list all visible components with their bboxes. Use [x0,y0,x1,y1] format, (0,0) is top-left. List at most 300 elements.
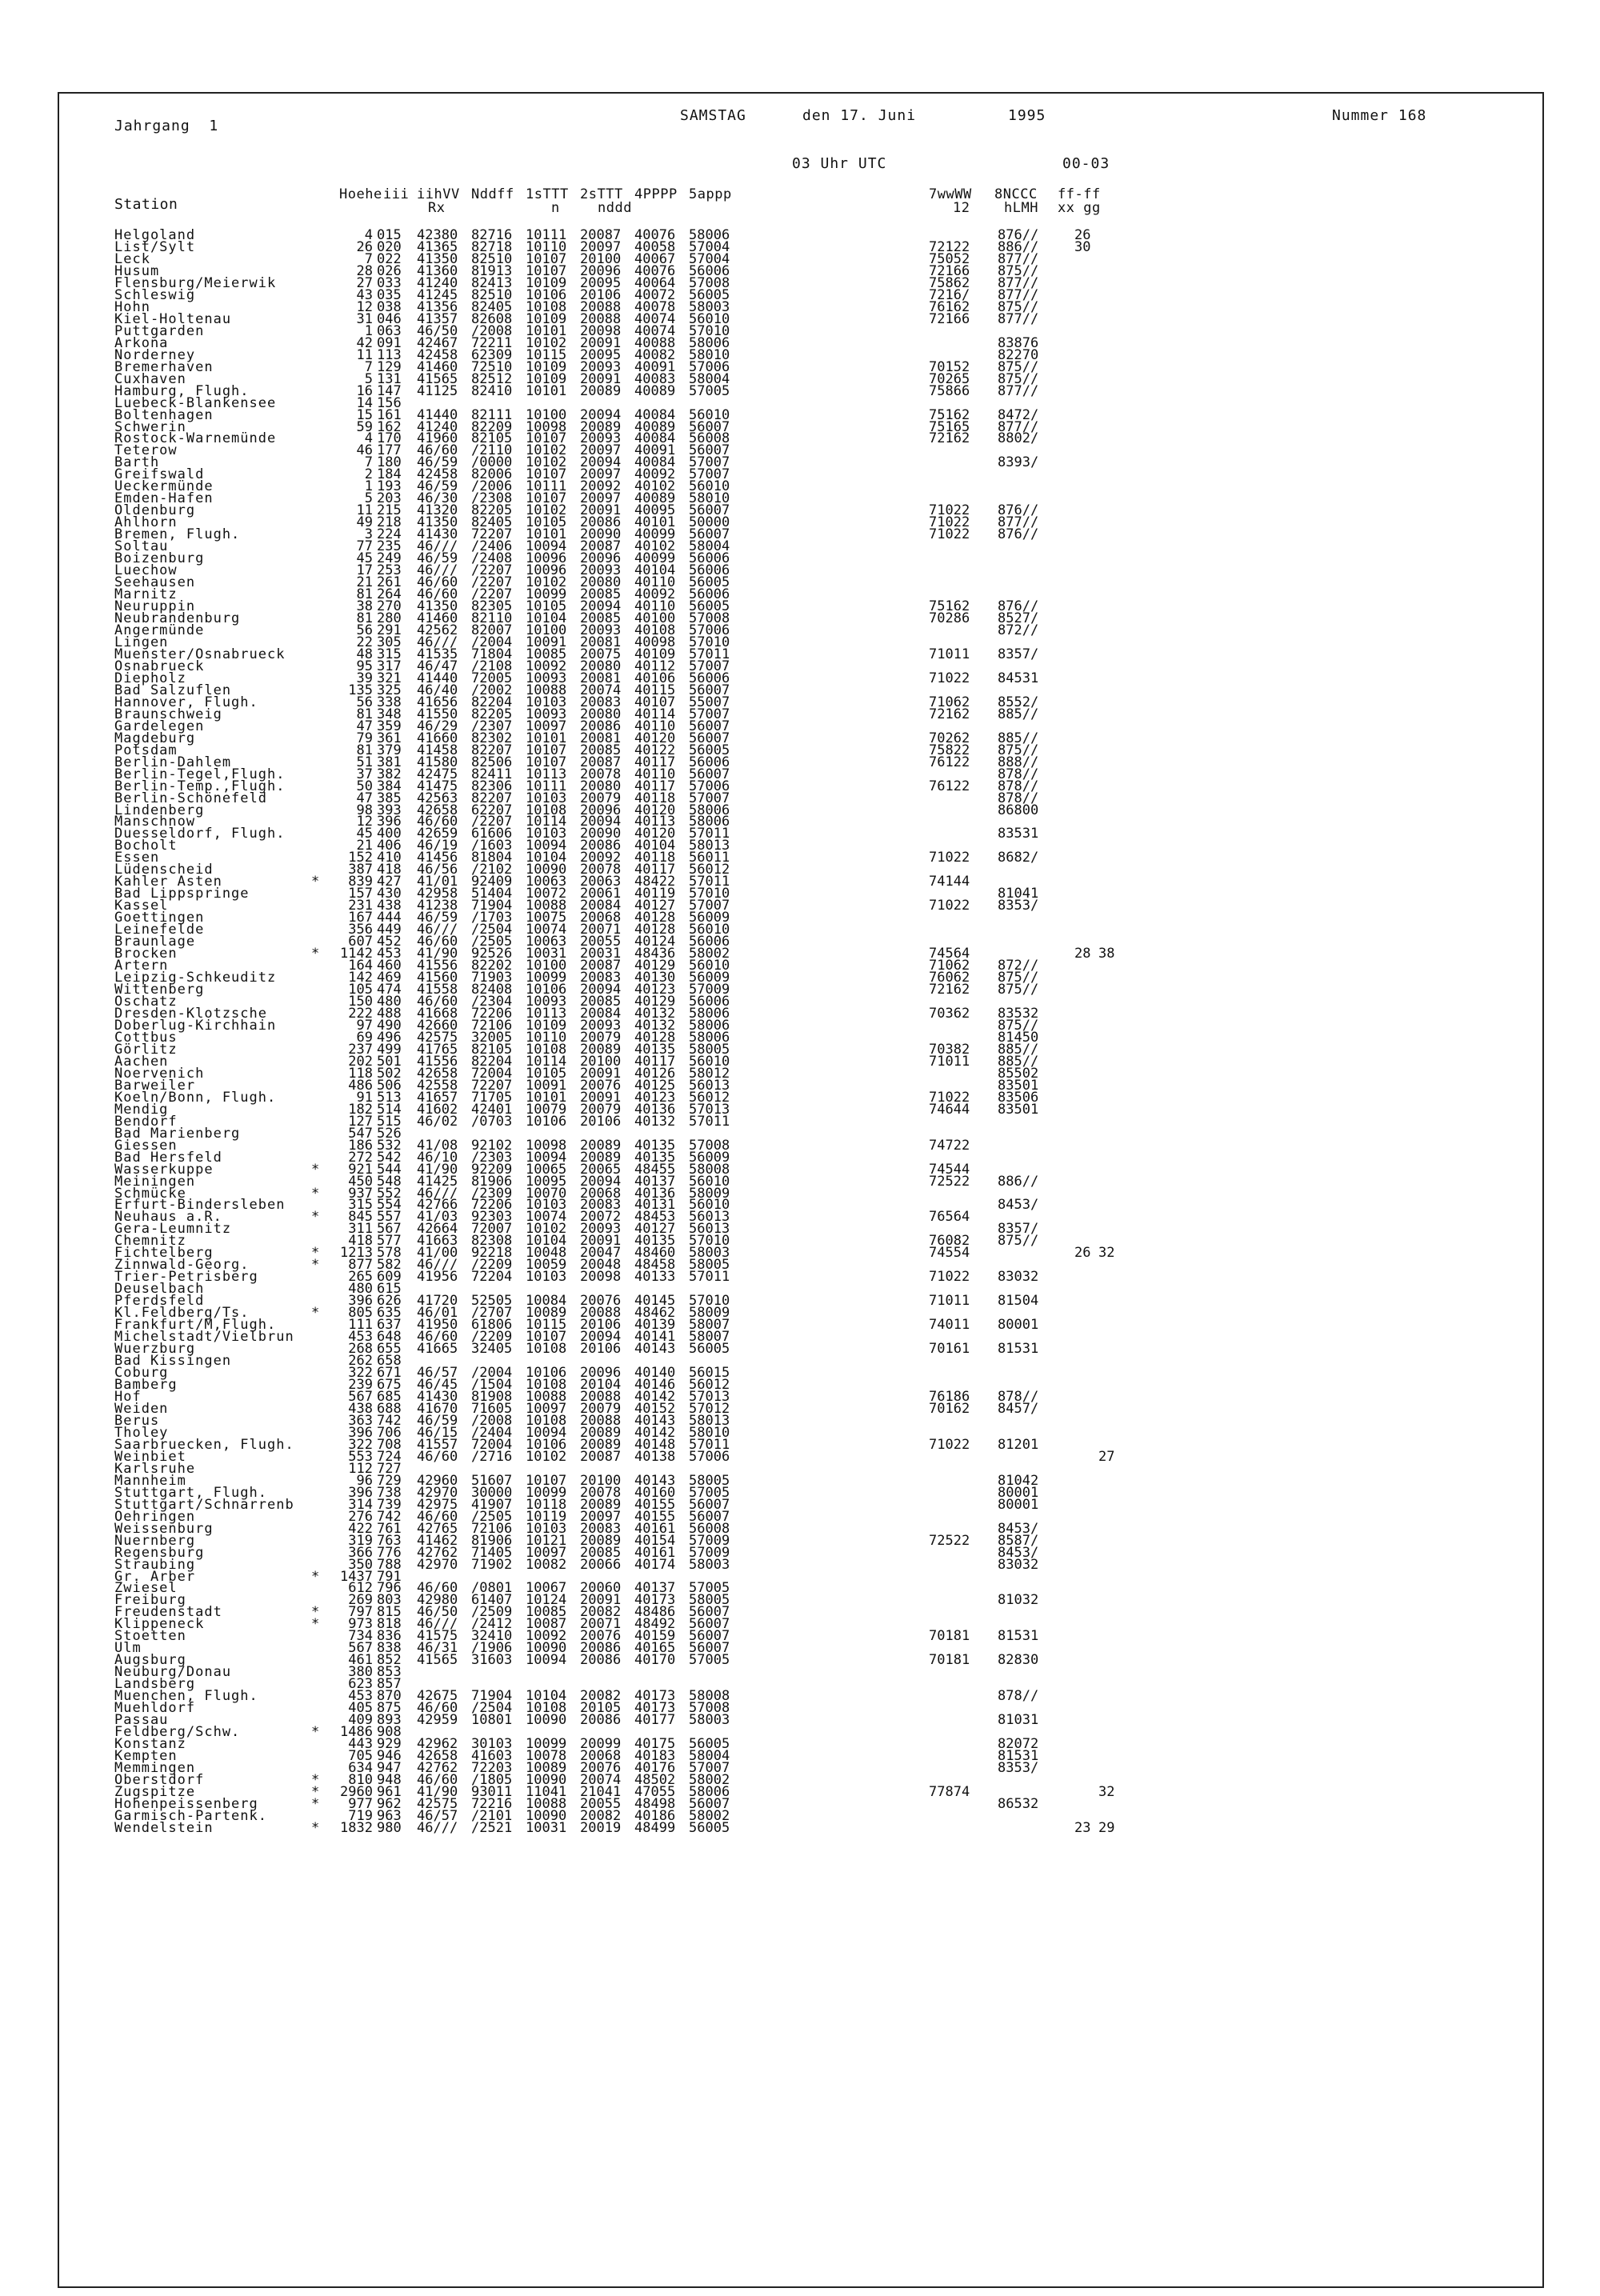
station-name: Cuxhaven [114,370,186,387]
col-nddff: Nddff [471,186,514,202]
station-name: Pferdsfeld [114,1293,205,1310]
pressure-value: 40110 [634,718,676,734]
tendency-value: 56005 [689,1736,730,1753]
temp1-value: 10079 [526,1101,567,1118]
temp2-value: 20074 [580,1771,622,1788]
temp2-value: 20086 [580,1712,622,1729]
nddff-value: /2101 [471,1807,513,1824]
nddff-value: 82205 [471,706,513,722]
temp2-value: 20083 [580,1520,622,1537]
iihvv-value: 41240 [417,418,458,435]
iihvv-value: 46/60 [417,994,458,1010]
cloud-value: 81504 [998,1293,1039,1310]
station-name: Kassel [114,898,169,914]
station-id: 738 [377,1484,402,1501]
station-id: 582 [377,1257,402,1274]
station-id: 515 [377,1113,402,1130]
weather-value: 74564 [929,946,970,962]
station-height: 27 [356,274,373,291]
pressure-value: 48486 [634,1604,676,1621]
station-height: 734 [348,1628,373,1645]
station-id: 170 [377,430,402,447]
station-id: 727 [377,1460,402,1477]
station-name: Manschnow [114,814,196,830]
temp2-value: 20090 [580,826,622,842]
tendency-value: 56013 [689,1209,730,1226]
pressure-value: 40106 [634,670,676,686]
col-p4: 4PPPP [634,186,678,202]
station-name: Weiden [114,1400,169,1417]
iihvv-value: 42563 [417,790,458,806]
temp2-value: 20100 [580,250,622,267]
cloud-value: 886// [998,1173,1039,1190]
pressure-value: 40112 [634,658,676,674]
temp2-value: 20089 [580,418,622,435]
station-name: Neubrandenburg [114,610,241,626]
station-height: 634 [348,1760,373,1776]
station-name: Stuttgart/Schnarrenb [114,1496,294,1513]
station-height: 314 [348,1496,373,1513]
pressure-value: 40143 [634,1472,676,1489]
weather-value: 7216/ [929,286,970,303]
pressure-value: 40092 [634,466,676,483]
station-id: 557 [377,1209,402,1226]
nddff-value: 82411 [471,766,513,782]
pressure-value: 40100 [634,610,676,626]
cloud-value: 877// [998,286,1039,303]
cloud-value: 85502 [998,1065,1039,1082]
weather-value: 70181 [929,1652,970,1669]
pressure-value: 48422 [634,874,676,890]
pressure-value: 40129 [634,958,676,974]
temp1-value: 10074 [526,922,567,938]
temp1-value: 10102 [526,1221,567,1238]
station-name: Mannheim [114,1472,186,1489]
station-height: 2 [364,466,373,483]
station-height: 350 [348,1556,373,1573]
station-id: 796 [377,1580,402,1597]
nddff-value: 10801 [471,1712,513,1729]
station-height: 363 [348,1412,373,1429]
tendency-value: 58006 [689,1783,730,1800]
mountain-marker: * [311,1209,320,1226]
wind-gust-2: 27 [1098,1448,1115,1465]
nddff-value: /2309 [471,1185,513,1202]
tendency-value: 56007 [689,1508,730,1525]
station-height: 222 [348,1005,373,1022]
temp1-value: 10107 [526,250,567,267]
station-height: 705 [348,1748,373,1765]
pressure-value: 40183 [634,1748,676,1765]
pressure-value: 48436 [634,946,676,962]
temp2-value: 20093 [580,358,622,375]
iihvv-value: 41656 [417,694,458,710]
station-height: 14 [356,394,373,411]
temp2-value: 20098 [580,1269,622,1286]
nddff-value: 72211 [471,334,513,351]
pressure-value: 40091 [634,442,676,459]
nddff-value: 82510 [471,250,513,267]
col-t2-sub: nddd [598,200,632,216]
station-id: 020 [377,238,402,255]
station-id: 513 [377,1089,402,1106]
nddff-value: 72004 [471,1436,513,1453]
pressure-value: 40108 [634,622,676,638]
day-label: SAMSTAG [680,107,746,124]
nddff-value: /1603 [471,838,513,854]
station-height: 157 [348,886,373,902]
pressure-value: 40125 [634,1077,676,1094]
temp1-value: 10105 [526,598,567,615]
temp1-value: 10088 [526,898,567,914]
cloud-value: 886// [998,238,1039,255]
station-height: 96 [356,1472,373,1489]
temp2-value: 20091 [580,370,622,387]
weather-value: 75822 [929,742,970,758]
iihvv-value: 46/30 [417,490,458,507]
iihvv-value: 46/57 [417,1365,458,1382]
weather-value: 75866 [929,382,970,399]
weather-value: 74544 [929,1161,970,1178]
temp1-value: 10101 [526,382,567,399]
temp2-value: 20083 [580,1197,622,1214]
iihvv-value: 41350 [417,514,458,531]
station-height: 95 [356,658,373,674]
pressure-value: 40122 [634,742,676,758]
weather-value: 76186 [929,1388,970,1405]
temp1-value: 10121 [526,1532,567,1549]
station-name: Ahlhorn [114,514,178,531]
station-height: 839 [348,874,373,890]
station-name: Bocholt [114,838,178,854]
weather-value: 71011 [929,1293,970,1310]
station-name: Ueckermünde [114,478,214,495]
tendency-value: 57006 [689,778,730,794]
weather-value: 70382 [929,1041,970,1058]
station-name: Bad Marienberg [114,1125,241,1142]
station-height: 81 [356,610,373,626]
temp1-value: 10103 [526,1269,567,1286]
iihvv-value: 42562 [417,622,458,638]
station-height: 81 [356,586,373,603]
mountain-marker: * [311,1724,320,1741]
station-id: 156 [377,394,402,411]
cloud-value: 877// [998,514,1039,531]
station-id: 393 [377,802,402,818]
station-height: 98 [356,802,373,818]
weather-value: 72162 [929,706,970,722]
tendency-value: 57011 [689,646,730,662]
station-name: Trier-Petrisberg [114,1269,258,1286]
temp2-value: 20076 [580,1760,622,1776]
station-name: Seehausen [114,574,196,591]
iihvv-value: 46/56 [417,862,458,878]
temp2-value: 20088 [580,1412,622,1429]
nddff-value: 30103 [471,1736,513,1753]
temp1-value: 10100 [526,406,567,423]
temp1-value: 10115 [526,1317,567,1334]
cloud-value: 8682/ [998,850,1039,866]
station-height: 7 [364,250,373,267]
station-height: 396 [348,1484,373,1501]
nddff-value: 82413 [471,274,513,291]
temp1-value: 10097 [526,718,567,734]
temp1-value: 10102 [526,502,567,519]
station-name: Diepholz [114,670,186,686]
station-name: Wendelstein [114,1819,214,1836]
tendency-value: 56010 [689,1053,730,1070]
station-name: Hamburg, Flugh. [114,382,250,399]
col-a5: 5appp [689,186,732,202]
temp2-value: 20094 [580,1173,622,1190]
iihvv-value: 46/47 [417,658,458,674]
iihvv-value: 46/// [417,1616,458,1633]
temp1-value: 10072 [526,886,567,902]
tendency-value: 56007 [689,1496,730,1513]
iihvv-value: 46/59 [417,478,458,495]
cloud-value: 875// [998,970,1039,986]
station-height: 276 [348,1508,373,1525]
iihvv-value: 42658 [417,1748,458,1765]
nddff-value: 62309 [471,346,513,363]
station-height: 118 [348,1065,373,1082]
iihvv-value: 41320 [417,502,458,519]
temp1-value: 10104 [526,1233,567,1250]
pressure-value: 48499 [634,1819,676,1836]
tendency-value: 57007 [689,1760,730,1776]
tendency-value: 57008 [689,1137,730,1154]
temp2-value: 20079 [580,1400,622,1417]
station-name: Bremen, Flugh. [114,526,241,543]
station-name: Augsburg [114,1652,186,1669]
temp1-value: 10106 [526,1436,567,1453]
nddff-value: /2008 [471,1412,513,1429]
station-name: Wuerzburg [114,1341,196,1358]
iihvv-value: 41/90 [417,1161,458,1178]
pressure-value: 48462 [634,1305,676,1322]
iihvv-value: 42959 [417,1712,458,1729]
nddff-value: 82506 [471,754,513,770]
temp1-value: 10099 [526,970,567,986]
nddff-value: 32410 [471,1628,513,1645]
station-name: Chemnitz [114,1233,186,1250]
station-height: 612 [348,1580,373,1597]
tendency-value: 56006 [689,754,730,770]
temp1-value: 10107 [526,490,567,507]
station-height: 450 [348,1173,373,1190]
station-name: Essen [114,850,160,866]
station-id: 480 [377,994,402,1010]
station-id: 893 [377,1712,402,1729]
station-id: 948 [377,1771,402,1788]
nddff-value: 82302 [471,730,513,746]
iihvv-value: 42558 [417,1077,458,1094]
pressure-value: 40123 [634,982,676,998]
temp1-value: 10105 [526,514,567,531]
iihvv-value: 46/02 [417,1113,458,1130]
pressure-value: 40176 [634,1760,676,1776]
pressure-value: 40110 [634,574,676,591]
station-height: 319 [348,1532,373,1549]
tendency-value: 56006 [689,586,730,603]
station-name: Goettingen [114,910,205,926]
station-name: Schmücke [114,1185,186,1202]
station-height: 45 [356,826,373,842]
tendency-value: 56007 [689,502,730,519]
tendency-value: 56010 [689,1173,730,1190]
nddff-value: /2505 [471,1508,513,1525]
temp1-value: 10109 [526,310,567,327]
station-id: 038 [377,298,402,315]
station-name: Coburg [114,1365,169,1382]
station-name: Konstanz [114,1736,186,1753]
nddff-value: /1504 [471,1377,513,1393]
iihvv-value: 46/59 [417,910,458,926]
weather-value: 75162 [929,406,970,423]
station-height: 1 [364,322,373,339]
tendency-value: 56006 [689,670,730,686]
nddff-value: 71605 [471,1400,513,1417]
station-name: Neuburg/Donau [114,1664,232,1681]
station-id: 818 [377,1616,402,1633]
observation-time: 03 Uhr UTC [792,155,887,172]
temp2-value: 20080 [580,658,622,674]
iihvv-value: 42958 [417,886,458,902]
temp1-value: 10108 [526,298,567,315]
station-height: 269 [348,1592,373,1609]
iihvv-value: 42664 [417,1221,458,1238]
station-name: Artern [114,958,169,974]
temp1-value: 10088 [526,1388,567,1405]
iihvv-value: 42660 [417,1017,458,1034]
station-height: 17 [356,562,373,579]
pressure-value: 40137 [634,1173,676,1190]
station-name: List/Sylt [114,238,196,255]
mountain-marker: * [311,1795,320,1812]
station-id: 729 [377,1472,402,1489]
weather-value: 72162 [929,430,970,447]
temp1-value: 10101 [526,1089,567,1106]
temp1-value: 10084 [526,1293,567,1310]
station-height: 167 [348,910,373,926]
nddff-value: /2303 [471,1149,513,1166]
issue-number: Nummer 168 [1332,107,1427,124]
iihvv-value: 42980 [417,1592,458,1609]
pressure-value: 40165 [634,1640,676,1657]
temp2-value: 20098 [580,322,622,339]
mountain-marker: * [311,1771,320,1788]
iihvv-value: 41663 [417,1233,458,1250]
tendency-value: 56007 [689,1604,730,1621]
tendency-value: 56008 [689,430,730,447]
temp2-value: 20099 [580,1736,622,1753]
nddff-value: 82308 [471,1233,513,1250]
temp2-value: 20031 [580,946,622,962]
station-name: Muenster/Osnabrueck [114,646,286,662]
tendency-value: 57006 [689,1448,730,1465]
pressure-value: 40072 [634,286,676,303]
weather-value: 70286 [929,610,970,626]
temp1-value: 10108 [526,1341,567,1358]
iihvv-value: 46/// [417,922,458,938]
temp2-value: 20071 [580,1616,622,1633]
date-label: den 17. Juni [802,107,917,124]
pressure-value: 40099 [634,526,676,543]
station-id: 131 [377,370,402,387]
pressure-value: 48502 [634,1771,676,1788]
station-name: Boltenhagen [114,406,214,423]
nddff-value: 41907 [471,1496,513,1513]
station-name: Bad Lippspringe [114,886,250,902]
iihvv-value: 41440 [417,406,458,423]
iihvv-value: 41/90 [417,1783,458,1800]
temp1-value: 10101 [526,526,567,543]
station-id: 444 [377,910,402,926]
temp2-value: 20105 [580,1700,622,1717]
temp2-value: 20088 [580,310,622,327]
station-height: 937 [348,1185,373,1202]
station-height: 268 [348,1341,373,1358]
pressure-value: 40127 [634,898,676,914]
wind-gust-1: 26 [1074,1245,1091,1262]
nddff-value: /1805 [471,1771,513,1788]
tendency-value: 58003 [689,298,730,315]
pressure-value: 48455 [634,1161,676,1178]
station-id: 215 [377,502,402,519]
nddff-value: 72106 [471,1520,513,1537]
cloud-value: 8802/ [998,430,1039,447]
pressure-value: 47055 [634,1783,676,1800]
station-name: Berlin-Temp.,Flugh. [114,778,286,794]
station-id: 218 [377,514,402,531]
cloud-value: 885// [998,730,1039,746]
weather-value: 77874 [929,1783,970,1800]
tendency-value: 58005 [689,1592,730,1609]
station-id: 552 [377,1185,402,1202]
pressure-value: 40132 [634,1017,676,1034]
station-name: Tholey [114,1424,169,1441]
cloud-value: 876// [998,502,1039,519]
iihvv-value: 41/90 [417,946,458,962]
station-name: Lüdenscheid [114,862,214,878]
temp2-value: 20074 [580,682,622,698]
pressure-value: 40137 [634,1580,676,1597]
iihvv-value: 46/// [417,634,458,650]
pressure-value: 40084 [634,406,676,423]
station-name: Helgoland [114,227,196,243]
station-id: 235 [377,538,402,555]
cloud-value: 8527/ [998,610,1039,626]
station-id: 396 [377,814,402,830]
station-height: 142 [348,970,373,986]
weather-value: 71022 [929,850,970,866]
station-id: 315 [377,646,402,662]
weather-value: 76082 [929,1233,970,1250]
station-name: Wittenberg [114,982,205,998]
pressure-value: 40141 [634,1329,676,1346]
pressure-value: 40113 [634,814,676,830]
temp1-value: 10063 [526,874,567,890]
temp1-value: 10103 [526,1197,567,1214]
pressure-value: 40058 [634,238,676,255]
tendency-value: 57004 [689,238,730,255]
pressure-value: 40117 [634,862,676,878]
station-id: 406 [377,838,402,854]
cloud-value: 8393/ [998,454,1039,471]
station-height: 15 [356,406,373,423]
nddff-value: 82006 [471,466,513,483]
station-id: 474 [377,982,402,998]
